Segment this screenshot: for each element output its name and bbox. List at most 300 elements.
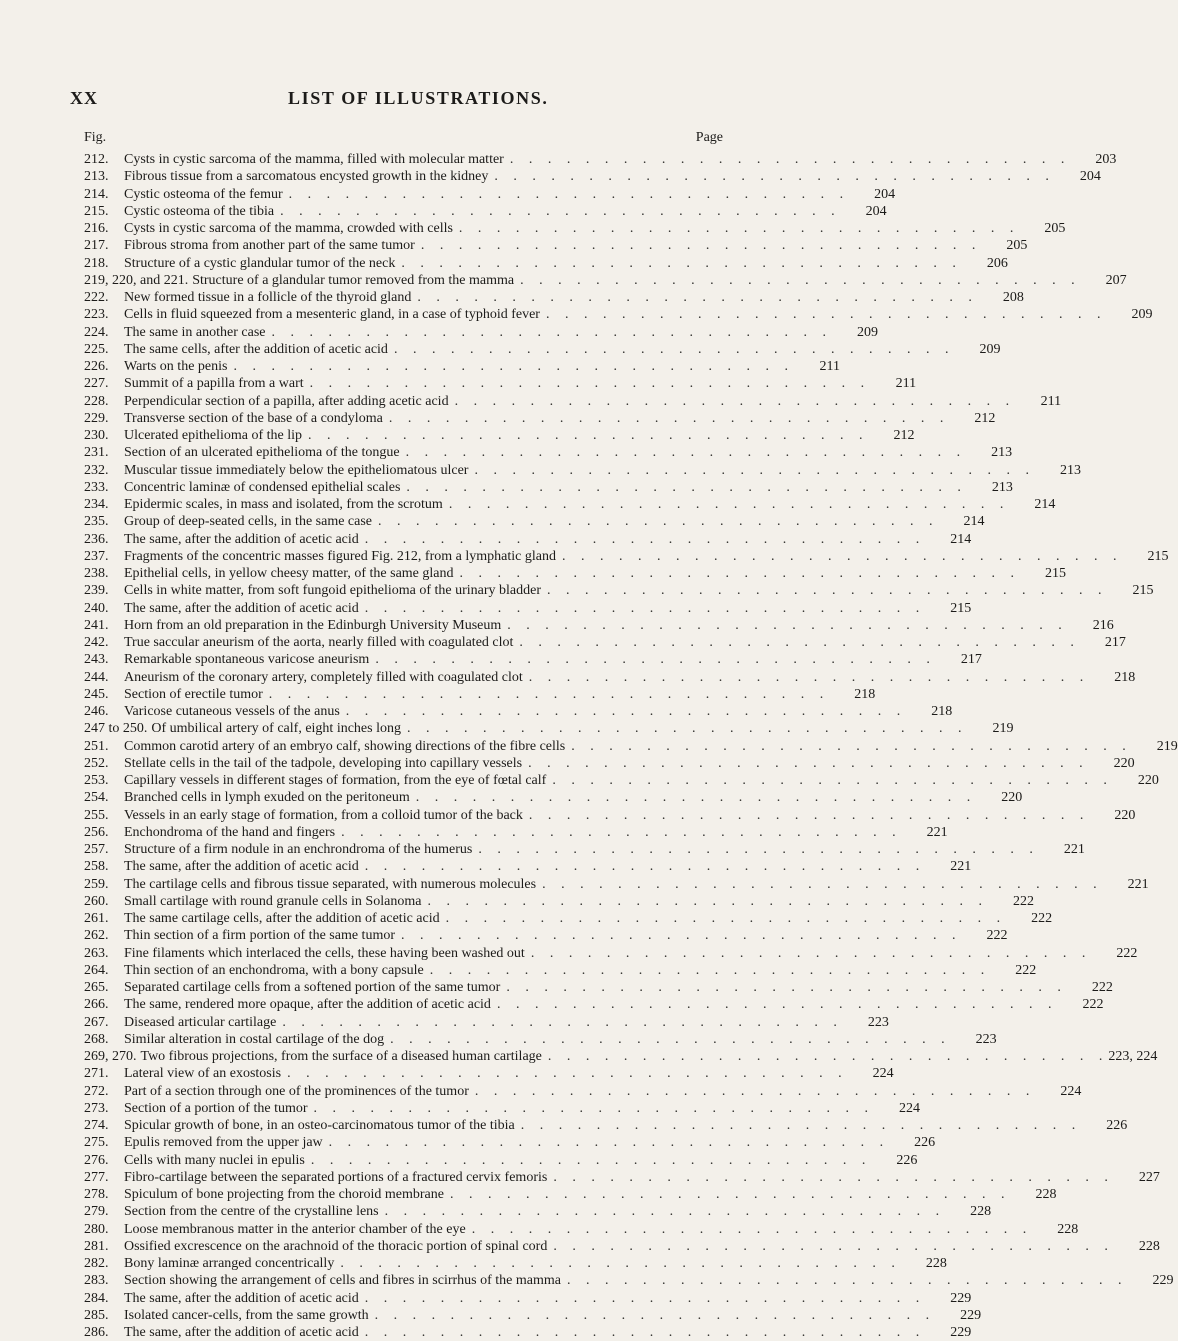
figure-caption: Bony laminæ arranged concentrically (124, 1256, 335, 1271)
figure-number: 216. (84, 221, 109, 236)
page-reference: 218 (854, 686, 876, 702)
dot-leaders: . . . . . . . . . . . . . . . . . . . . . . . . . . . . . . (528, 755, 1089, 771)
list-item (84, 824, 948, 841)
page-reference: 220 (1114, 807, 1136, 823)
figure-caption: Isolated cancer-cells, from the same growth (124, 1307, 369, 1323)
figure-caption: Fragments of the concentric masses figured Fig. 212, from a lymphatic gland (124, 548, 556, 564)
list-item (84, 755, 1135, 772)
figure-caption: Part of a section through one of the prominences of the tumor (124, 1083, 469, 1099)
running-head (0, 88, 800, 112)
figure-caption: The cartilage cells and fibrous tissue separated, with numerous molecules (124, 876, 537, 892)
dot-leaders: . . . . . . . . . . . . . . . . . . . . . . . . . . . . . . (528, 669, 1090, 685)
figure-caption: Cystic osteoma of the femur (124, 186, 283, 202)
figure-caption: Section showing the arrangement of cells and fibres in scirrhus of the mamma (124, 1273, 561, 1289)
list-item (84, 582, 1154, 599)
dot-leaders: . . . . . . . . . . . . . . . . . . . . . . . . . . . . . . (547, 1049, 1109, 1064)
list-item (84, 1186, 1057, 1203)
figure-number: 222. (84, 290, 109, 305)
dot-leaders: . . . . . . . . . . . . . . . . . . . . . . . . . . . . . . (340, 1256, 901, 1271)
page-reference: 226 (1106, 1118, 1128, 1133)
dot-leaders: . . . . . . . . . . . . . . . . . . . . . . . . . . . . . . (388, 410, 950, 426)
page-reference: 209 (979, 341, 1001, 357)
figure-number: 229. (84, 410, 109, 426)
list-item (84, 1031, 997, 1048)
figure-caption: Spicular growth of bone, in an osteo-carcinomatous tumor of the tibia (124, 1118, 515, 1133)
figure-number: 233. (84, 479, 109, 495)
dot-leaders: . . . . . . . . . . . . . . . . . . . . . . . . . . . . . . (280, 203, 841, 219)
figure-number: 284. (84, 1290, 109, 1306)
figure-caption: Epulis removed from the upper jaw (124, 1135, 323, 1151)
list-item (84, 1272, 1174, 1289)
page-reference: 217 (960, 652, 982, 668)
list-item (84, 841, 1085, 858)
figure-caption: The same, after the addition of acetic acid (124, 1290, 359, 1306)
dot-leaders: . . . . . . . . . . . . . . . . . . . . . . . . . . . . . . (494, 169, 1055, 185)
page-title: LIST OF ILLUSTRATIONS. (288, 88, 549, 108)
figure-number: 259. (84, 876, 109, 892)
dot-leaders: . . . . . . . . . . . . . . . . . . . . . . . . . . . . . . (448, 497, 1010, 512)
list-item (84, 1203, 992, 1220)
figure-number: 282. (84, 1256, 109, 1271)
dot-leaders: . . . . . . . . . . . . . . . . . . . . . . . . . . . . . . (384, 1204, 946, 1220)
page-reference: 211 (895, 376, 917, 392)
figure-caption: Fine filaments which interlaced the cells, these having been washed out (124, 945, 525, 961)
page-reference: 217 (1104, 635, 1126, 650)
figure-number: 246. (84, 704, 109, 719)
figure-number: 245. (84, 686, 109, 702)
page-reference: 204 (865, 203, 887, 219)
list-item (84, 186, 896, 203)
list-item (84, 393, 1062, 410)
figure-caption: Small cartilage with round granule cells in Solanoma (124, 893, 422, 909)
dot-leaders: . . . . . . . . . . . . . . . . . . . . . . . . . . . . . . (308, 428, 869, 443)
list-item (84, 358, 840, 375)
figure-number: 283. (84, 1273, 109, 1289)
page-reference: 229 (950, 1325, 972, 1340)
figure-caption: The same cells, after the addition of acetic acid (124, 341, 388, 357)
list-item (84, 1221, 1079, 1238)
page-reference: 204 (1079, 169, 1101, 185)
figure-caption: Structure of a cystic glandular tumor of the neck (124, 255, 396, 271)
list-item (84, 858, 972, 875)
figure-caption: Two fibrous projections, from the surface of a diseased human cartilage (140, 1049, 542, 1064)
figure-number: 273. (84, 1100, 109, 1116)
figure-caption: Fibro-cartilage between the separated portions of a fractured cervix femoris (124, 1169, 548, 1185)
figure-number: 262. (84, 928, 109, 944)
dot-leaders: . . . . . . . . . . . . . . . . . . . . . . . . . . . . . . (406, 721, 968, 737)
list-item (84, 375, 917, 392)
figure-number: 275. (84, 1135, 109, 1151)
figure-caption: True saccular aneurism of the aorta, nearly filled with coagulated clot (124, 635, 514, 650)
list-item (84, 255, 1008, 272)
page-reference: 216 (1092, 617, 1114, 633)
figure-number: 260. (84, 893, 109, 909)
figure-caption: Of umbilical artery of calf, eight inches long (151, 721, 401, 737)
figure-number: 240. (84, 600, 109, 616)
dot-leaders: . . . . . . . . . . . . . . . . . . . . . . . . . . . . . . (288, 186, 850, 202)
figure-caption: Structure of a glandular tumor removed from the mamma (192, 272, 515, 288)
figure-number: 281. (84, 1238, 109, 1254)
page-reference: 220 (1113, 755, 1135, 771)
page-reference: 205 (1044, 221, 1066, 236)
figure-caption: The same cartilage cells, after the addition of acetic acid (124, 911, 440, 926)
page-reference: 223 (867, 1014, 889, 1030)
figure-number: 224. (84, 324, 109, 340)
figure-number: 269, 270. (84, 1049, 137, 1064)
figure-number: 247 to 250. (84, 721, 148, 737)
list-item (84, 1324, 972, 1341)
figure-number: 214. (84, 186, 109, 202)
list-item (84, 237, 1028, 254)
list-item (84, 617, 1114, 634)
page-reference: 207 (1105, 272, 1127, 288)
dot-leaders: . . . . . . . . . . . . . . . . . . . . . . . . . . . . . . (287, 1066, 848, 1082)
list-item (84, 686, 876, 703)
page-reference: 215 (950, 600, 972, 616)
page-reference: 229 (960, 1307, 982, 1323)
figure-number: 239. (84, 583, 109, 599)
list-item (84, 496, 1056, 513)
page-reference: 222 (1091, 980, 1113, 995)
figure-caption: The same, after the addition of acetic acid (124, 600, 359, 616)
figure-caption: The same, after the addition of acetic acid (124, 531, 359, 547)
dot-leaders: . . . . . . . . . . . . . . . . . . . . . . . . . . . . . . (417, 290, 978, 305)
list-item (84, 444, 1013, 461)
dot-leaders: . . . . . . . . . . . . . . . . . . . . . . . . . . . . . . (393, 341, 955, 357)
figure-number: 277. (84, 1169, 109, 1185)
dot-leaders: . . . . . . . . . . . . . . . . . . . . . . . . . . . . . . (364, 600, 926, 616)
page-reference: 224 (872, 1066, 894, 1082)
dot-leaders: . . . . . . . . . . . . . . . . . . . . . . . . . . . . . . (429, 962, 991, 978)
page-reference: 215 (1147, 548, 1169, 564)
figure-number: 285. (84, 1307, 109, 1323)
page-reference: 214 (950, 531, 972, 547)
fig-column-heading: Fig. (84, 130, 107, 145)
page-reference: 220 (1001, 790, 1023, 806)
list-item (84, 1134, 936, 1151)
figure-number: 258. (84, 859, 109, 875)
page-reference: 226 (914, 1135, 936, 1151)
dot-leaders: . . . . . . . . . . . . . . . . . . . . . . . . . . . . . . (547, 583, 1108, 599)
dot-leaders: . . . . . . . . . . . . . . . . . . . . . . . . . . . . . . (509, 152, 1071, 167)
page-reference: 209 (1131, 307, 1153, 323)
figure-number: 279. (84, 1204, 109, 1220)
dot-leaders: . . . . . . . . . . . . . . . . . . . . . . . . . . . . . . (449, 1187, 1011, 1202)
dot-leaders: . . . . . . . . . . . . . . . . . . . . . . . . . . . . . . (345, 704, 907, 719)
figure-number: 244. (84, 669, 109, 685)
page-reference: 224 (899, 1100, 921, 1116)
figure-number: 253. (84, 773, 109, 788)
figure-number: 263. (84, 945, 109, 961)
dot-leaders: . . . . . . . . . . . . . . . . . . . . . . . . . . . . . . (553, 1238, 1114, 1254)
page-reference: 222 (1116, 945, 1138, 961)
figure-caption: Aneurism of the coronary artery, completely filled with coagulated clot (124, 669, 523, 685)
figure-number: 255. (84, 807, 109, 823)
page-reference: 218 (1114, 669, 1136, 685)
list-item (84, 479, 1013, 496)
list-item (84, 669, 1136, 686)
figure-caption: Cells in white matter, from soft fungoid epithelioma of the urinary bladder (124, 583, 541, 599)
page-reference: 228 (925, 1256, 947, 1271)
figure-caption: Cysts in cystic sarcoma of the mamma, filled with molecular matter (124, 152, 504, 167)
list-item (84, 1014, 889, 1031)
page-reference: 222 (1082, 997, 1104, 1013)
page-reference: 208 (1002, 290, 1024, 305)
figure-number: 228. (84, 393, 109, 409)
dot-leaders: . . . . . . . . . . . . . . . . . . . . . . . . . . . . . . (567, 1273, 1128, 1289)
figure-caption: Separated cartilage cells from a softened portion of the same tumor (124, 980, 501, 995)
dot-leaders: . . . . . . . . . . . . . . . . . . . . . . . . . . . . . . (519, 635, 1080, 650)
dot-leaders: . . . . . . . . . . . . . . . . . . . . . . . . . . . . . . (341, 824, 902, 840)
dot-leaders: . . . . . . . . . . . . . . . . . . . . . . . . . . . . . . (445, 911, 1007, 926)
figure-caption: Structure of a firm nodule in an enchrondroma of the humerus (124, 842, 473, 857)
figure-number: 272. (84, 1083, 109, 1099)
figure-caption: Section from the centre of the crystalline lens (124, 1204, 379, 1220)
dot-leaders: . . . . . . . . . . . . . . . . . . . . . . . . . . . . . . (401, 928, 962, 944)
figure-number: 226. (84, 359, 109, 374)
figure-caption: Group of deep-seated cells, in the same case (124, 514, 373, 530)
list-item (84, 427, 915, 444)
dot-leaders: . . . . . . . . . . . . . . . . . . . . . . . . . . . . . . (364, 1325, 926, 1340)
dot-leaders: . . . . . . . . . . . . . . . . . . . . . . . . . . . . . . (474, 1083, 1036, 1099)
figure-number: 232. (84, 462, 109, 478)
list-item (84, 772, 1159, 789)
page-reference: 223 (975, 1031, 997, 1047)
dot-leaders: . . . . . . . . . . . . . . . . . . . . . . . . . . . . . . (528, 807, 1090, 823)
page-reference: 228 (1057, 1221, 1079, 1237)
figure-number: 271. (84, 1066, 109, 1082)
figure-caption: Transverse section of the base of a condyloma (124, 410, 383, 426)
figure-caption: Vessels in an early stage of formation, from a colloid tumor of the back (124, 807, 523, 823)
page-reference: 215 (1045, 566, 1066, 581)
dot-leaders: . . . . . . . . . . . . . . . . . . . . . . . . . . . . . . (415, 790, 977, 806)
page-reference: 219 (1156, 738, 1178, 754)
list-item (84, 1307, 982, 1324)
list-item (84, 220, 1066, 237)
figure-caption: Horn from an old preparation in the Edinburgh University Museum (124, 617, 502, 633)
figure-caption: Cystic osteoma of the tibia (124, 203, 275, 219)
figure-caption: Spiculum of bone projecting from the choroid membrane (124, 1187, 444, 1202)
figure-number: 280. (84, 1221, 109, 1237)
list-item (84, 910, 1053, 927)
figure-number: 241. (84, 617, 109, 633)
figure-number: 238. (84, 566, 109, 581)
list-item (84, 789, 1023, 806)
figure-caption: Summit of a papilla from a wart (124, 376, 304, 392)
figure-caption: Cells in fluid squeezed from a mesenteric gland, in a case of typhoid fever (124, 307, 540, 323)
page-reference: 212 (974, 410, 996, 426)
figure-caption: Epidermic scales, in mass and isolated, from the scrotum (124, 497, 443, 512)
page-reference: 214 (1034, 497, 1056, 512)
figure-number: 217. (84, 238, 109, 254)
dot-leaders: . . . . . . . . . . . . . . . . . . . . . . . . . . . . . . (561, 548, 1123, 564)
figure-number: 225. (84, 341, 109, 357)
dot-leaders: . . . . . . . . . . . . . . . . . . . . . . . . . . . . . . (474, 462, 1035, 478)
page-reference: 213 (1059, 462, 1081, 478)
figure-caption: Cysts in cystic sarcoma of the mamma, crowded with cells (124, 221, 453, 236)
list-item (84, 927, 1008, 944)
figure-caption: The same in another case (124, 324, 266, 340)
page-reference: 222 (1015, 962, 1037, 978)
figure-caption: Warts on the penis (124, 359, 228, 374)
dot-leaders: . . . . . . . . . . . . . . . . . . . . . . . . . . . . . . (478, 842, 1039, 857)
dot-leaders: . . . . . . . . . . . . . . . . . . . . . . . . . . . . . . (364, 859, 926, 875)
dot-leaders: . . . . . . . . . . . . . . . . . . . . . . . . . . . . . . (405, 445, 967, 461)
list-item (84, 565, 1066, 582)
figure-caption: Branched cells in lymph exuded on the peritoneum (124, 790, 410, 806)
dot-leaders: . . . . . . . . . . . . . . . . . . . . . . . . . . . . . . (454, 393, 1016, 409)
list-item (84, 289, 1024, 306)
figure-number: 278. (84, 1187, 109, 1202)
dot-leaders: . . . . . . . . . . . . . . . . . . . . . . . . . . . . . . (406, 479, 967, 495)
page-reference: 218 (931, 704, 953, 719)
page-reference: 205 (1006, 238, 1028, 254)
figure-number: 218. (84, 255, 109, 271)
figure-caption: Varicose cutaneous vessels of the anus (124, 704, 340, 719)
figure-caption: Diseased articular cartilage (124, 1014, 277, 1030)
page-reference: 228 (1138, 1238, 1160, 1254)
figure-caption: Fibrous tissue from a sarcomatous encysted growth in the kidney (124, 169, 489, 185)
dot-leaders: . . . . . . . . . . . . . . . . . . . . . . . . . . . . . . (378, 514, 939, 530)
figure-caption: Section of an ulcerated epithelioma of the tongue (124, 445, 400, 461)
list-item (84, 151, 1117, 168)
figure-number: 227. (84, 376, 109, 392)
figure-number: 230. (84, 428, 109, 443)
page-reference: 222 (1012, 893, 1034, 909)
page-reference: 221 (950, 859, 972, 875)
dot-leaders: . . . . . . . . . . . . . . . . . . . . . . . . . . . . . . (496, 997, 1058, 1013)
list-item (84, 720, 1014, 737)
figure-number: 243. (84, 652, 109, 668)
figure-caption: Lateral view of an exostosis (124, 1066, 282, 1082)
page-reference: 211 (819, 359, 840, 374)
figure-number: 242. (84, 635, 109, 650)
dot-leaders: . . . . . . . . . . . . . . . . . . . . . . . . . . . . . . (427, 893, 988, 909)
page-reference: 229 (1152, 1273, 1174, 1289)
list-item (84, 651, 982, 668)
list-item (84, 1083, 1082, 1100)
figure-number: 219, 220, and 221. (84, 272, 189, 288)
page-reference: 228 (1035, 1187, 1057, 1202)
figure-caption: Muscular tissue immediately below the epitheliomatous ulcer (124, 462, 469, 478)
dot-leaders: . . . . . . . . . . . . . . . . . . . . . . . . . . . . . . (542, 876, 1103, 892)
page-reference: 219 (992, 721, 1014, 737)
figure-number: 234. (84, 497, 109, 512)
dot-leaders: . . . . . . . . . . . . . . . . . . . . . . . . . . . . . . (364, 531, 926, 547)
dot-leaders: . . . . . . . . . . . . . . . . . . . . . . . . . . . . . . (545, 307, 1107, 323)
list-item (84, 203, 887, 220)
list-item (84, 1290, 972, 1307)
figure-number: 264. (84, 962, 109, 978)
page-reference: 209 (857, 324, 878, 340)
figure-caption: Epithelial cells, in yellow cheesy matter, of the same gland (124, 566, 454, 581)
dot-leaders: . . . . . . . . . . . . . . . . . . . . . . . . . . . . . . (471, 1221, 1033, 1237)
page-reference: 213 (991, 445, 1013, 461)
list-item (84, 1117, 1128, 1134)
figure-caption: Thin section of an enchondroma, with a bony capsule (124, 962, 424, 978)
figure-number: 267. (84, 1014, 109, 1030)
page-reference: 203 (1095, 152, 1117, 167)
dot-leaders: . . . . . . . . . . . . . . . . . . . . . . . . . . . . . . (328, 1135, 890, 1151)
dot-leaders: . . . . . . . . . . . . . . . . . . . . . . . . . . . . . . (268, 686, 830, 702)
illustration-list (84, 151, 1178, 1341)
figure-caption: Loose membranous matter in the anterior chamber of the eye (124, 1221, 466, 1237)
page-reference: 229 (950, 1290, 972, 1306)
page-column-heading: Page (695, 130, 723, 145)
figure-caption: Section of erectile tumor (124, 686, 263, 702)
figure-number: 266. (84, 997, 109, 1013)
list-item (84, 1065, 894, 1082)
dot-leaders: . . . . . . . . . . . . . . . . . . . . . . . . . . . . . . (364, 1290, 926, 1306)
list-item (84, 945, 1138, 962)
page-number: XX (70, 88, 98, 108)
figure-number: 235. (84, 514, 109, 530)
dot-leaders: . . . . . . . . . . . . . . . . . . . . . . . . . . . . . . (553, 1169, 1114, 1185)
figure-caption: Remarkable spontaneous varicose aneurism (124, 652, 370, 668)
figure-number: 213. (84, 169, 109, 185)
list-item (84, 531, 972, 548)
dot-leaders: . . . . . . . . . . . . . . . . . . . . . . . . . . . . . . (506, 980, 1067, 995)
figure-number: 252. (84, 755, 109, 771)
list-item (84, 703, 953, 720)
figure-number: 274. (84, 1118, 109, 1133)
figure-caption: Capillary vessels in different stages of formation, from the eye of fœtal calf (124, 773, 547, 788)
dot-leaders: . . . . . . . . . . . . . . . . . . . . . . . . . . . . . . (310, 1152, 872, 1168)
list-item (84, 600, 972, 617)
figure-number: 223. (84, 307, 109, 323)
page-reference: 224 (1060, 1083, 1082, 1099)
page-reference: 221 (926, 824, 948, 840)
dot-leaders: . . . . . . . . . . . . . . . . . . . . . . . . . . . . . . (375, 652, 936, 668)
figure-caption: Ulcerated epithelioma of the lip (124, 428, 303, 443)
figure-caption: Section of a portion of the tumor (124, 1100, 308, 1116)
figure-number: 268. (84, 1031, 109, 1047)
figure-number: 251. (84, 738, 109, 754)
list-item (84, 1100, 921, 1117)
list-item (84, 996, 1104, 1013)
figure-caption: The same, after the addition of acetic acid (124, 1325, 359, 1340)
dot-leaders: . . . . . . . . . . . . . . . . . . . . . . . . . . . . . . (401, 255, 962, 271)
dot-leaders: . . . . . . . . . . . . . . . . . . . . . . . . . . . . . . (507, 617, 1068, 633)
list-item (84, 1255, 947, 1272)
figure-number: 265. (84, 980, 109, 995)
list-item (84, 807, 1136, 824)
list-item (84, 738, 1178, 755)
figure-number: 212. (84, 152, 109, 167)
list-item (84, 306, 1153, 323)
figure-number: 286. (84, 1325, 109, 1340)
figure-number: 231. (84, 445, 109, 461)
page-reference: 204 (874, 186, 896, 202)
page-reference: 215 (1132, 583, 1154, 599)
dot-leaders: . . . . . . . . . . . . . . . . . . . . . . . . . . . . . . (520, 1118, 1082, 1133)
dot-leaders: . . . . . . . . . . . . . . . . . . . . . . . . . . . . . . (420, 238, 982, 254)
figure-number: 276. (84, 1152, 109, 1168)
dot-leaders: . . . . . . . . . . . . . . . . . . . . . . . . . . . . . . (271, 324, 832, 340)
dot-leaders: . . . . . . . . . . . . . . . . . . . . . . . . . . . . . . (530, 945, 1092, 961)
figure-caption: Perpendicular section of a papilla, after adding acetic acid (124, 393, 449, 409)
figure-number: 254. (84, 790, 109, 806)
page-reference: 223, 224 (1108, 1049, 1158, 1064)
dot-leaders: . . . . . . . . . . . . . . . . . . . . . . . . . . . . . . (520, 272, 1081, 288)
dot-leaders: . . . . . . . . . . . . . . . . . . . . . . . . . . . . . . (374, 1307, 936, 1323)
dot-leaders: . . . . . . . . . . . . . . . . . . . . . . . . . . . . . . (233, 359, 794, 374)
dot-leaders: . . . . . . . . . . . . . . . . . . . . . . . . . . . . . . (313, 1100, 875, 1116)
dot-leaders: . . . . . . . . . . . . . . . . . . . . . . . . . . . . . . (571, 738, 1132, 754)
list-item (84, 462, 1081, 479)
figure-number: 215. (84, 203, 109, 219)
page-reference: 222 (1031, 911, 1053, 926)
